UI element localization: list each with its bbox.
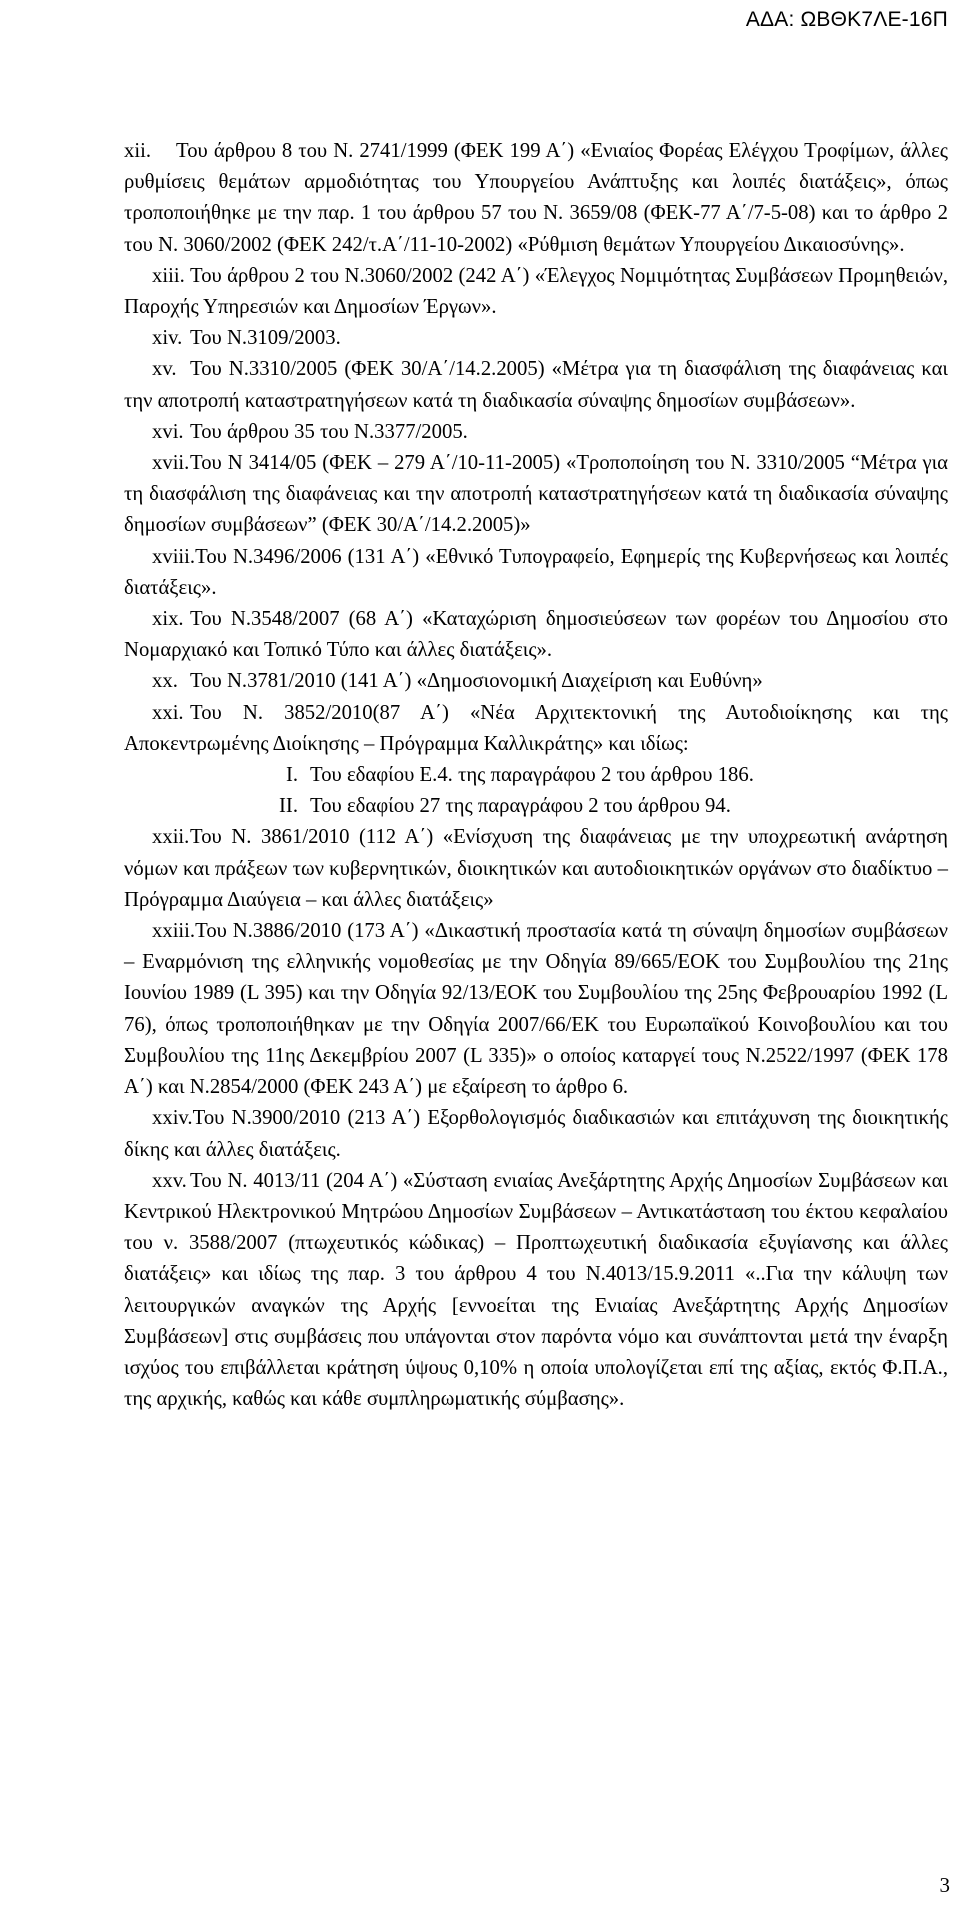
item-number: xix. [152, 608, 184, 631]
item-number: xii. [124, 140, 152, 162]
item-number: xx. [152, 670, 178, 693]
list-item [124, 1103, 948, 1165]
list-item [124, 542, 948, 604]
document-body [124, 136, 948, 1415]
sub-item-text: Του εδαφίου 27 της παραγράφου 2 του άρθρου 94. [310, 795, 731, 818]
item-number: xiv. [152, 327, 183, 350]
item-text: Του Ν. 3861/2010 (112 Α΄) «Ενίσχυση της διαφάνειας με την υποχρεωτική ανάρτηση νόμων και πράξεων των κυβερνητικών, διοικητικών και αυτοδιοικητικών οργάνων στο διαδίκτυο – Πρόγραμμα Διαύγεια – και άλλες διατάξεις» [124, 826, 948, 911]
list-item [124, 916, 948, 1103]
item-text: Του Ν.3781/2010 (141 Α΄) «Δημοσιονομική Διαχείριση και Ευθύνη» [190, 670, 763, 693]
item-number: xxiv. [152, 1107, 193, 1130]
item-number: xxiii. [152, 920, 196, 943]
item-number: xvii. [152, 452, 190, 475]
item-number: xxi. [152, 701, 184, 724]
list-item [124, 822, 948, 916]
item-text: Του Ν.3109/2003. [190, 327, 341, 350]
list-item [124, 666, 948, 697]
item-text: Του Ν. 4013/11 (204 Α΄) «Σύσταση ενιαίας Ανεξάρτητης Αρχής Δημοσίων Συμβάσεων και Κεντρικού Ηλεκτρονικού Μητρώου Δημοσίων Συμβάσεων – Αντικατάσταση του έκτου κεφαλαίου του ν. 3588/2007 (πτωχευτικός κώδικας) – Προπτωχευτική διαδικασία εξυγίανσης και άλλες διατάξεις» και ιδίως της παρ. 3 του άρθρου 4 του Ν.4013/15.9.2011 «..Για την κάλυψη των λειτουργικών αναγκών της Αρχής [εννοείται της Ενιαίας Ανεξάρτητης Αρχής Δημοσίων Συμβάσεων] στις συμβάσεις που υπάγονται στον παρόντα νόμο και συνάπτονται μετά την έναρξη ισχύος του επιβάλλεται κράτηση ύψους 0,10% η οποία υπολογίζεται επί της αξίας, εκτός Φ.Π.Α., της αρχικής, καθώς και κάθε συμπληρωματικής σύμβασης». [124, 1169, 948, 1411]
page-number: 3 [939, 1873, 950, 1897]
item-number: xiii. [152, 264, 185, 287]
item-number: xvi. [152, 420, 184, 443]
sub-item-number: I. [285, 764, 298, 787]
item-number: xxii. [152, 826, 190, 849]
list-item [124, 323, 948, 354]
list-item [124, 136, 948, 261]
sub-item-number: II. [279, 795, 298, 818]
item-number: xv. [152, 358, 177, 381]
item-text: Του Ν.3886/2010 (173 Α΄) «Δικαστική προστασία κατά τη σύναψη δημοσίων συμβάσεων – Εναρμόνιση της ελληνικής νομοθεσίας με την Οδηγία 89/665/ΕΟΚ του Συμβουλίου της 21ης Ιουνίου 1989 (L 395) και την Οδηγία 92/13/ΕΟΚ του Συμβουλίου της 25ης Φεβρουαρίου 1992 (L 76), όπως τροποποιήθηκαν με την Οδηγία 2007/66/ΕΚ του Ευρωπαϊκού Κοινοβουλίου και του Συμβουλίου της 11ης Δεκεμβρίου 2007 (L 335)» ο οποίος καταργεί τους Ν.2522/1997 (ΦΕΚ 178 Α΄) και Ν.2854/2000 (ΦΕΚ 243 Α΄) με εξαίρεση το άρθρο 6. [124, 920, 948, 1099]
ada-code: ΑΔΑ: ΩΒΘΚ7ΛΕ-16Π [745, 8, 948, 31]
item-text: Του άρθρου 8 του Ν. 2741/1999 (ΦΕΚ 199 Α΄) «Ενιαίος Φορέας Ελέγχου Τροφίμων, άλλες ρυθμίσεις θεμάτων αρμοδιότητας του Υπουργείου Ανάπτυξης και λοιπές διατάξεις», όπως τροποποιήθηκε με την παρ. 1 του άρθρου 57 του Ν. 3659/08 (ΦΕΚ-77 Α΄/7-5-08) και το άρθρο 2 του Ν. 3060/2002 (ΦΕΚ 242/τ.Α΄/11-10-2002) «Ρύθμιση θεμάτων Υπουργείου Δικαιοσύνης». [124, 140, 948, 256]
list-item [124, 261, 948, 323]
item-text: Του άρθρου 2 του Ν.3060/2002 (242 Α΄) «Έλεγχος Νομιμότητας Συμβάσεων Προμηθειών, Παροχής Υπηρεσιών και Δημοσίων Έργων». [124, 264, 948, 319]
item-text: Του άρθρου 35 του Ν.3377/2005. [190, 420, 468, 443]
list-item [124, 448, 948, 542]
sub-list-item [124, 791, 948, 822]
item-text: Του Ν.3496/2006 (131 Α΄) «Εθνικό Τυπογραφείο, Εφημερίς της Κυβερνήσεως και λοιπές διατάξεις». [124, 545, 948, 599]
sub-item-text: Του εδαφίου Ε.4. της παραγράφου 2 του άρθρου 186. [310, 764, 754, 787]
list-item [124, 698, 948, 760]
sub-list-item [124, 760, 948, 791]
list-item [124, 1166, 948, 1416]
list-item [124, 417, 948, 448]
item-text: Του Ν.3900/2010 (213 Α΄) Εξορθολογισμός διαδικασιών και επιτάχυνση της διοικητικής δίκης και άλλες διατάξεις. [124, 1107, 948, 1161]
item-text: Του Ν. 3852/2010(87 Α΄) «Νέα Αρχιτεκτονική της Αυτοδιοίκησης και της Αποκεντρωμένης Διοίκησης – Πρόγραμμα Καλλικράτης» και ιδίως: [124, 701, 948, 755]
item-text: Του Ν.3548/2007 (68 Α΄) «Καταχώριση δημοσιεύσεων των φορέων του Δημοσίου στο Νομαρχιακό και Τοπικό Τύπο και άλλες διατάξεις». [124, 608, 948, 662]
item-text: Του Ν 3414/05 (ΦΕΚ – 279 Α΄/10-11-2005) «Τροποποίηση του Ν. 3310/2005 “Μέτρα για τη διασφάλιση της διαφάνειας και την αποτροπή καταστρατηγήσεων κατά τη διαδικασία σύναψης δημοσίων συμβάσεων” (ΦΕΚ 30/Α΄/14.2.2005)» [124, 452, 948, 537]
item-number: xxv. [152, 1169, 187, 1192]
list-item [124, 354, 948, 416]
list-item [124, 604, 948, 666]
item-text: Του Ν.3310/2005 (ΦΕΚ 30/Α΄/14.2.2005) «Μέτρα για τη διασφάλιση της διαφάνειας και την αποτροπή καταστρατηγήσεων κατά τη διαδικασία σύναψης δημοσίων συμβάσεων». [124, 358, 948, 412]
item-number: xviii. [152, 545, 196, 568]
